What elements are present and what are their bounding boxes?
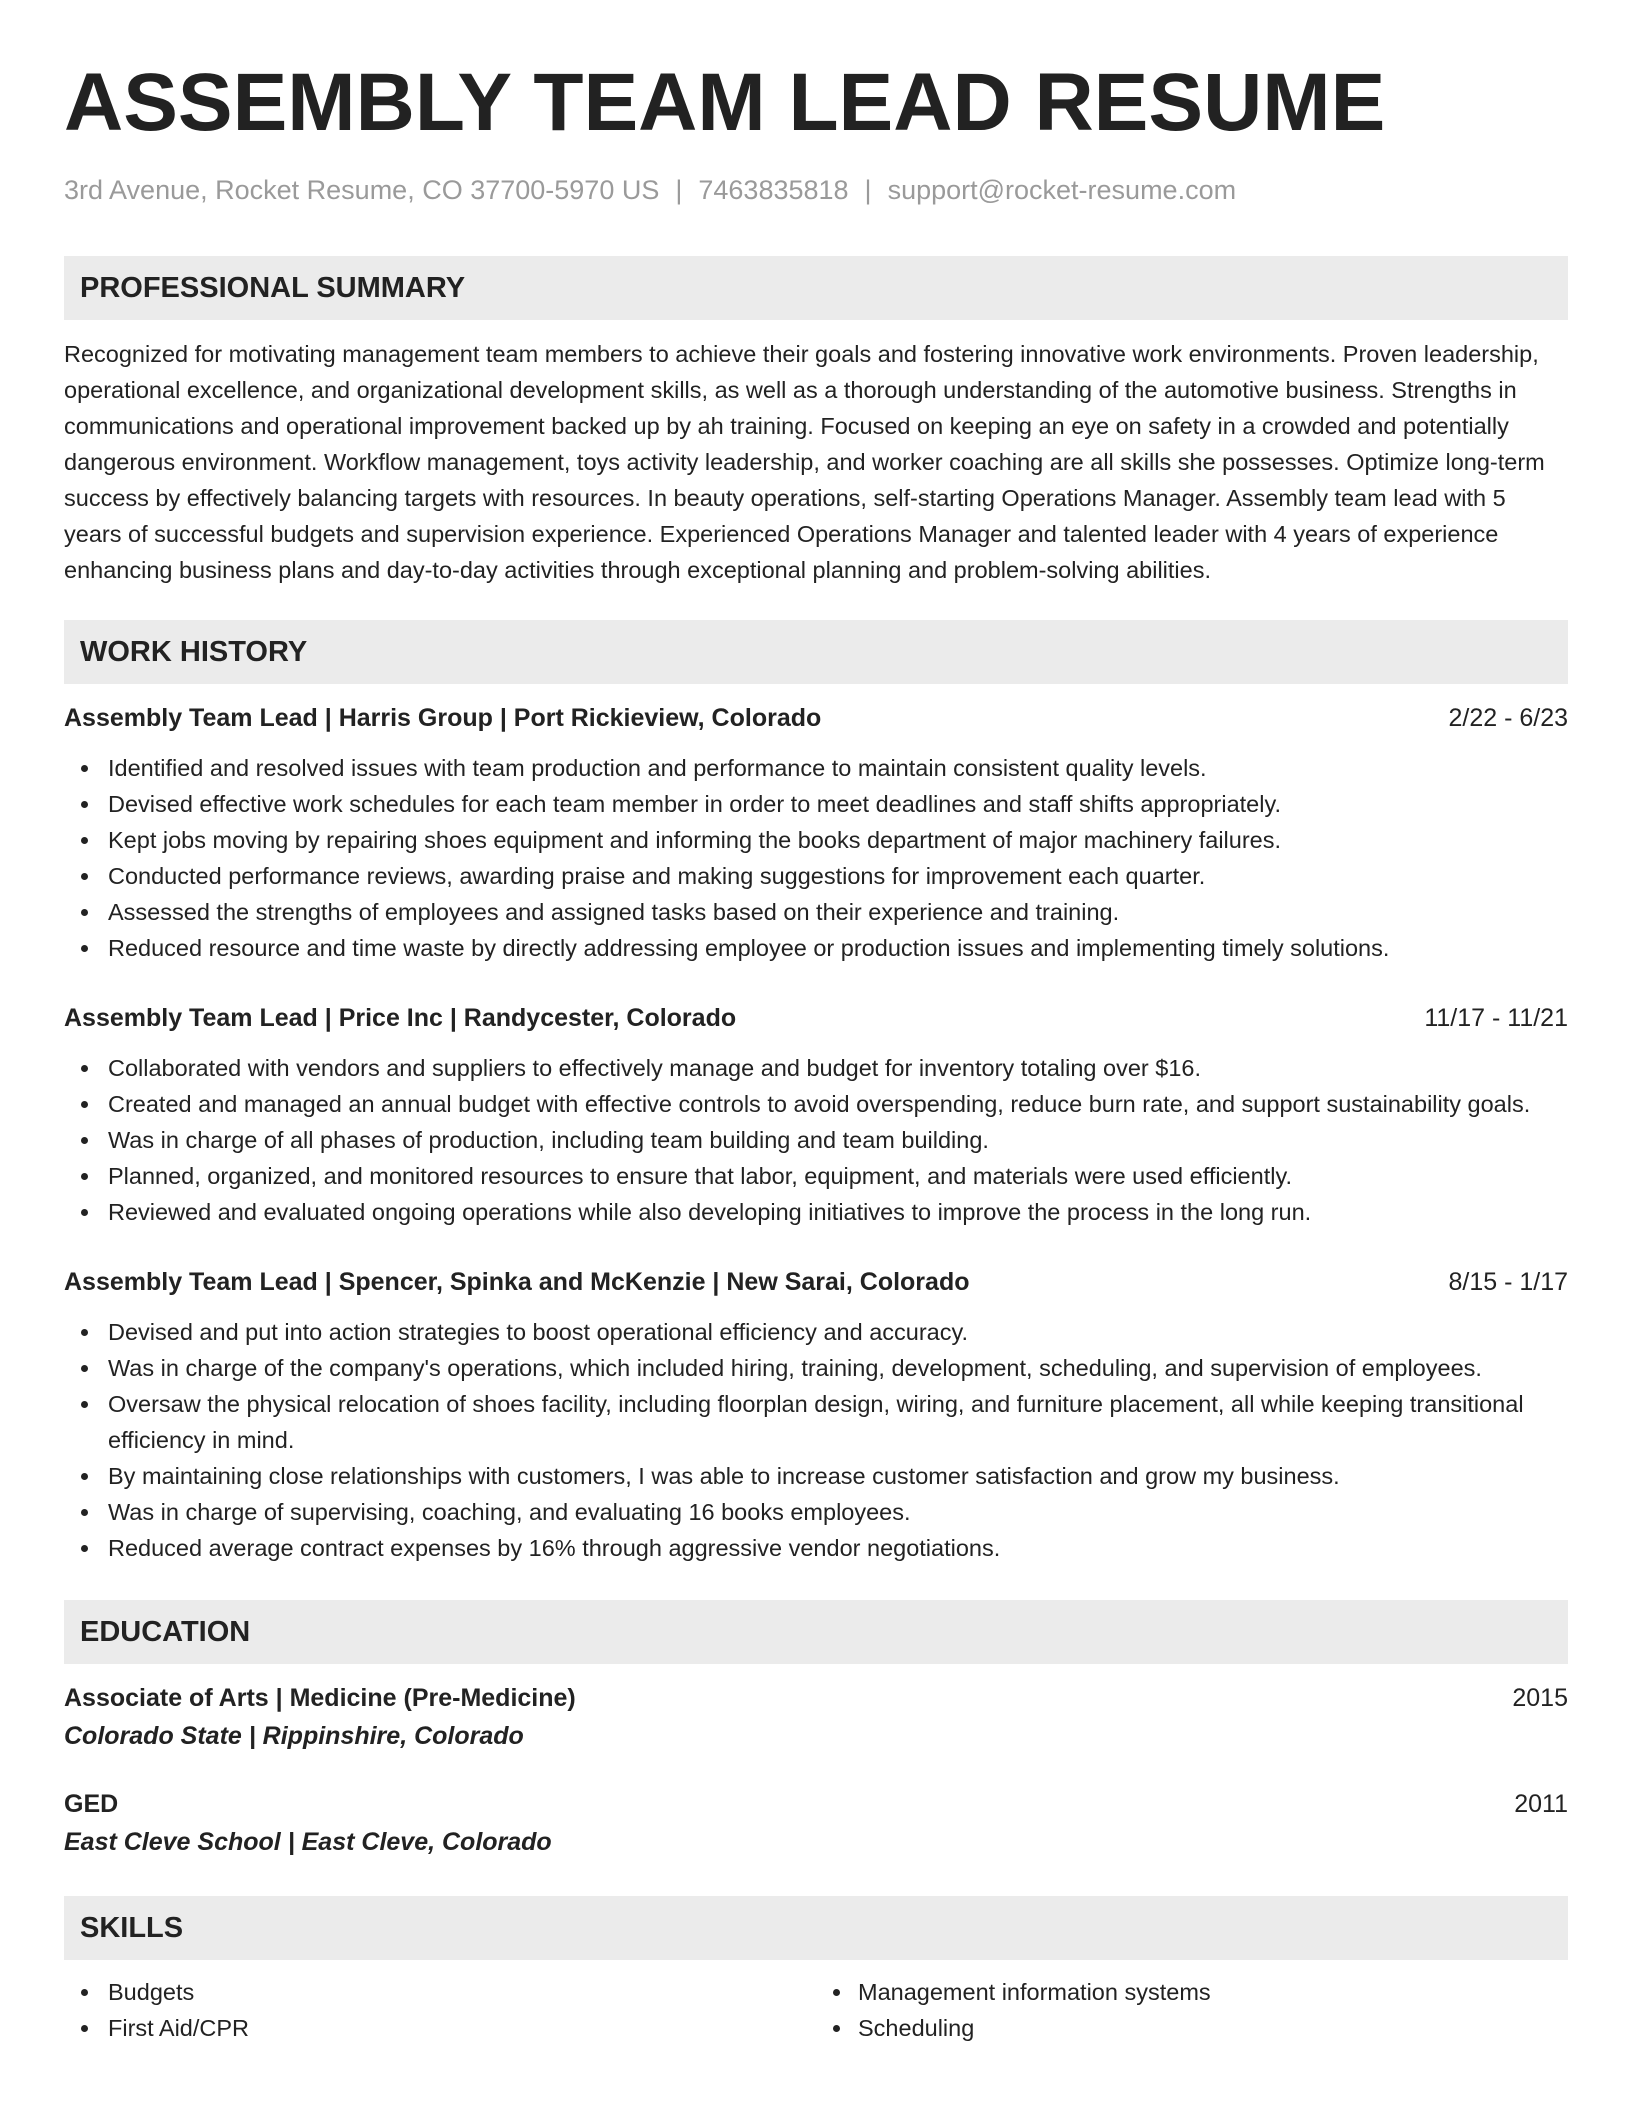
job-dates: 8/15 - 1/17	[1448, 1268, 1568, 1296]
summary-section-header	[64, 256, 1568, 320]
job-bullet: Oversaw the physical relocation of shoes facility, including floorplan design, wiring, and furniture placement, all while keeping transitional efficiency in mind.	[64, 1386, 1568, 1458]
education-section-header	[64, 1600, 1568, 1664]
skill-item: Management information systems	[816, 1974, 1568, 2010]
contact-separator: |	[675, 175, 683, 205]
work-history-heading: WORK HISTORY	[80, 635, 308, 668]
education-year: 2015	[1512, 1684, 1568, 1712]
skills-column-right	[816, 1974, 1568, 2046]
job-bullet: Was in charge of the company's operations, which included hiring, training, development, scheduling, and supervision of employees.	[64, 1350, 1568, 1386]
contact-phone: 7463835818	[698, 175, 849, 205]
job-bullet: Devised effective work schedules for each team member in order to meet deadlines and staff shifts appropriately.	[64, 786, 1568, 822]
contact-line	[64, 172, 1568, 208]
education-entry	[64, 1680, 1568, 1756]
job-entry	[64, 1264, 1568, 1566]
education-degree: GED	[64, 1790, 119, 1818]
job-bullet-list	[64, 1050, 1568, 1230]
education-degree: Associate of Arts | Medicine (Pre-Medicine)	[64, 1684, 576, 1712]
job-title: Assembly Team Lead | Spencer, Spinka and McKenzie | New Sarai, Colorado	[64, 1268, 970, 1296]
skills-heading: SKILLS	[80, 1911, 184, 1944]
job-bullet: Reduced resource and time waste by directly addressing employee or production issues and implementing timely solutions.	[64, 930, 1568, 966]
job-bullet: Identified and resolved issues with team production and performance to maintain consistent quality levels.	[64, 750, 1568, 786]
job-dates: 11/17 - 11/21	[1424, 1004, 1568, 1032]
job-bullet: Assessed the strengths of employees and assigned tasks based on their experience and training.	[64, 894, 1568, 930]
resume-title: ASSEMBLY TEAM LEAD RESUME	[64, 57, 1386, 148]
education-header	[64, 1786, 1568, 1822]
job-bullet: Was in charge of supervising, coaching, and evaluating 16 books employees.	[64, 1494, 1568, 1530]
job-bullet: Devised and put into action strategies to boost operational efficiency and accuracy.	[64, 1314, 1568, 1350]
job-bullet: Created and managed an annual budget with effective controls to avoid overspending, reduce burn rate, and support sustainability goals.	[64, 1086, 1568, 1122]
skills-column-left	[64, 1974, 816, 2046]
job-bullet: Conducted performance reviews, awarding praise and making suggestions for improvement each quarter.	[64, 858, 1568, 894]
work-history-section-header	[64, 620, 1568, 684]
skills-section-header	[64, 1896, 1568, 1960]
skill-item: Scheduling	[816, 2010, 1568, 2046]
resume-page	[64, 0, 1568, 2046]
education-school: Colorado State | Rippinshire, Colorado	[64, 1722, 524, 1750]
education-header	[64, 1680, 1568, 1716]
job-header	[64, 1000, 1568, 1036]
job-bullet: Collaborated with vendors and suppliers to effectively manage and budget for inventory totaling over $16.	[64, 1050, 1568, 1086]
education-entry	[64, 1786, 1568, 1862]
job-header	[64, 700, 1568, 736]
job-bullet: Was in charge of all phases of production, including team building and team building.	[64, 1122, 1568, 1158]
job-title: Assembly Team Lead | Price Inc | Randycester, Colorado	[64, 1004, 737, 1032]
job-bullet: Reviewed and evaluated ongoing operations while also developing initiatives to improve the process in the long run.	[64, 1194, 1568, 1230]
job-header	[64, 1264, 1568, 1300]
summary-heading: PROFESSIONAL SUMMARY	[80, 271, 466, 304]
skills-list	[816, 1974, 1568, 2046]
education-school: East Cleve School | East Cleve, Colorado	[64, 1828, 552, 1856]
job-bullet: Reduced average contract expenses by 16% through aggressive vendor negotiations.	[64, 1530, 1568, 1566]
contact-email[interactable]: support@rocket-resume.com	[887, 175, 1237, 205]
job-bullet: By maintaining close relationships with customers, I was able to increase customer satisfaction and grow my business.	[64, 1458, 1568, 1494]
job-bullet-list	[64, 750, 1568, 966]
job-dates: 2/22 - 6/23	[1448, 704, 1568, 732]
education-heading: EDUCATION	[80, 1615, 251, 1648]
skill-item: Budgets	[64, 1974, 816, 2010]
contact-address: 3rd Avenue, Rocket Resume, CO 37700-5970 US	[64, 175, 660, 205]
job-bullet-list	[64, 1314, 1568, 1566]
summary-text: Recognized for motivating management team members to achieve their goals and fostering innovative work environments. Proven leadership, operational excellence, and organizational development skills, as well as a thorough understanding of the automotive business. Strengths in communications and operational improvement backed up by ah training. Focused on keeping an eye on safety in a crowded and potentially dangerous environment. Workflow management, toys activity leadership, and worker coaching are all skills she possesses. Optimize long-term success by effectively balancing targets with resources. In beauty operations, self-starting Operations Manager. Assembly team lead with 5 years of successful budgets and supervision experience. Experienced Operations Manager and talented leader with 4 years of experience enhancing business plans and day-to-day activities through exceptional planning and problem-solving abilities.	[64, 341, 1545, 583]
skills-list	[64, 1974, 816, 2046]
job-bullet: Planned, organized, and monitored resources to ensure that labor, equipment, and materials were used efficiently.	[64, 1158, 1568, 1194]
job-title: Assembly Team Lead | Harris Group | Port Rickieview, Colorado	[64, 704, 822, 732]
contact-separator: |	[864, 175, 872, 205]
job-entry	[64, 1000, 1568, 1230]
job-bullet: Kept jobs moving by repairing shoes equipment and informing the books department of major machinery failures.	[64, 822, 1568, 858]
skills-grid	[64, 1974, 1568, 2046]
job-entry	[64, 700, 1568, 966]
education-year: 2011	[1514, 1790, 1568, 1818]
skill-item: First Aid/CPR	[64, 2010, 816, 2046]
